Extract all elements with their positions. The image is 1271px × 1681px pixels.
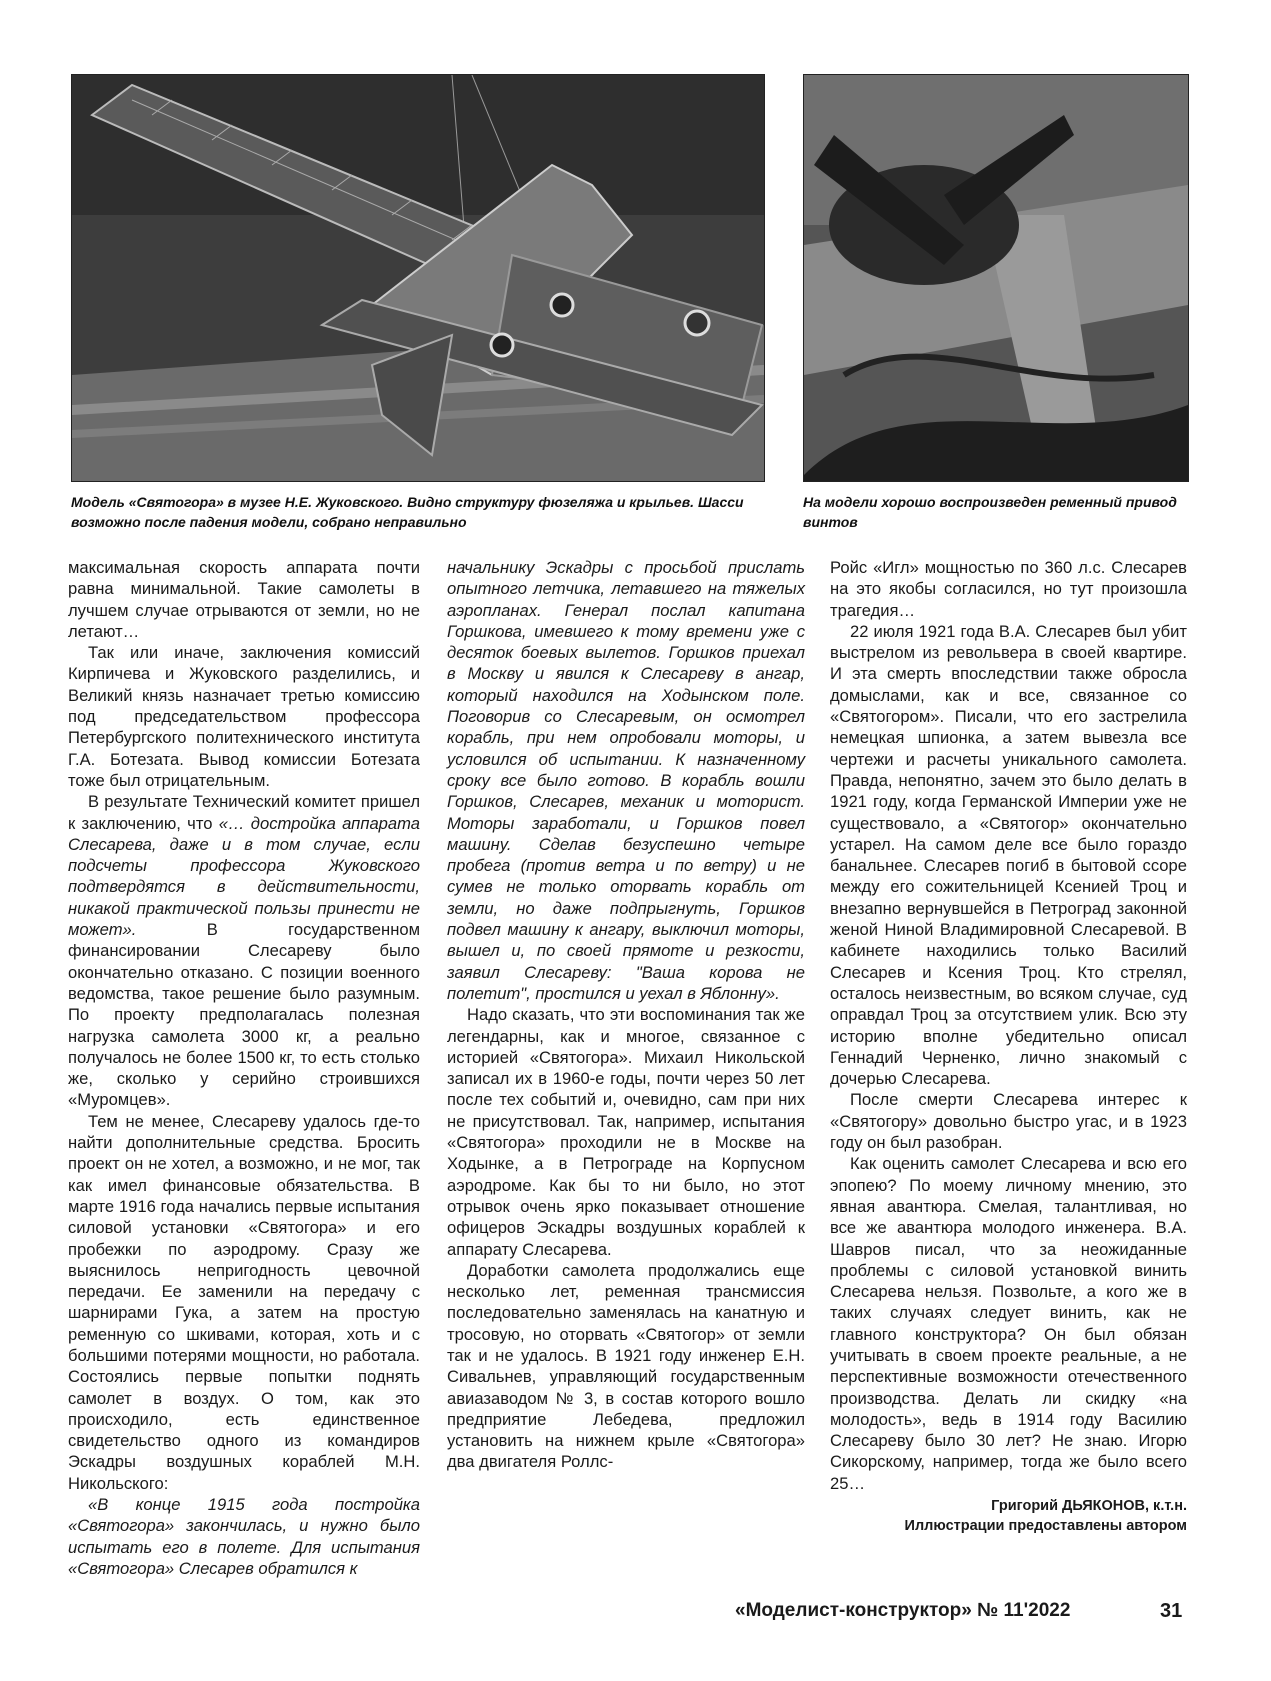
paragraph: максимальная скорость аппарата почти равна минимальной. Такие самолеты в лучшем случае отрываются от земли, но не летают… [68,558,420,641]
text-column-2 [447,557,805,1473]
caption-right: На модели хорошо воспроизведен ременный привод винтов [803,494,1177,530]
paragraph: Так или иначе, заключения комиссий Кирпичева и Жуковского разделились, и Великий князь назначает третью комиссию под председательством профессора Петербургского политехнического института Г.А. Ботезата. Вывод комиссии Ботезата тоже был отрицательным. [68,643,420,790]
paragraph: Как оценить самолет Слесарева и всю его эпопею? По моему личному мнению, это явная авантюра. Смелая, талантливая, но все же авантюра молодого инженера. В.А. Шавров писал, что за неожиданные проблемы с силовой установкой винить Слесарева нельзя. Позвольте, а кого же в таких случаях следует винить, как не главного конструктора? Он был обязан учитывать в своем проекте реальные, а не перспективные возможности отечественного производства. Делать ли скидку «на молодость», ведь в 1914 году Василию Слесареву было 30 лет? Не знаю. Игорю Сикорскому, например, тогда же было всего 25… [830,1154,1187,1493]
aircraft-model-photo [71,74,765,482]
paragraph: Тем не менее, Слесареву удалось где-то найти дополнительные средства. Бросить проект он не хотел, а возможно, и не мог, так как имел финансовые обязательства. В марте 1916 года начались первые испытания силовой установки «Святогора» и его пробежки по аэродрому. Сразу же выяснилось непригодность цевочной передачи. Ее заменили на передачу с шарнирами Гука, а затем на простую ременную со шкивами, которая, хоть и с большими потерями мощности, но работала. Состоялись первые попытки поднять самолет в воздух. О том, как это происходило, есть единственное свидетельство одного из командиров Эскадры воздушных кораблей М.Н. Никольского: [68,1111,420,1493]
propeller-drive-photo [803,74,1189,482]
illustrations-credit: Иллюстрации предоставлены автором [904,1518,1187,1535]
page-number: 31 [1160,1600,1183,1622]
paragraph-quote: «В конце 1915 года постройка «Святогора» закончилась, и нужно было испытать его в полете. Для испытания «Святогора» Слесарев обратился к [68,1495,420,1578]
paragraph: В результате Технический комитет пришел к заключению, что «… достройка аппарата Слесарева, даже и в том случае, если подсчеты профессора Жуковского подтвердятся в действительности, никакой практической пользы принести не может». В государственном финансировании Слесареву было окончательно отказано. С позиции военного ведомства, такое решение было разумным. По проекту предполагалась полезная нагрузка самолета 3000 кг, а реально получалось не более 1500 кг, то есть столько же, сколько у серийно строившихся «Муромцев». [68,792,420,1110]
author-signature: Григорий ДЬЯКОНОВ, к.т.н. [991,1498,1187,1515]
text-column-3 [830,557,1187,1536]
journal-title: «Моделист-конструктор» № 11'2022 [735,1600,1071,1621]
paragraph-quote: начальнику Эскадры с просьбой прислать опытного летчика, летавшего на тяжелых аэропланах. Генерал послал капитана Горшкова, имевшего к тому времени уже с десяток боевых вылетов. Горшков приехал в Москву и явился к Слесареву в ангар, который находился на Ходынском поле. Поговорив со Слесаревым, он осмотрел корабль, при нем опробовали моторы, и условился об испытании. К назначенному сроку все было готово. В корабль вошли Горшков, Слесарев, механик и моторист. Моторы заработали, и Горшков повел машину. Сделав безуспешно четыре пробега (против ветра и по ветру) и не сумев не только оторвать корабль от земли, но даже подпрыгнуть, Горшков подвел машину к ангару, выключил моторы, вышел и, по своей прямоте и резкости, заявил Слесареву: "Ваша корова не полетит", простился и уехал в Яблонну». [447,558,805,1003]
paragraph: Надо сказать, что эти воспоминания так же легендарны, как и многое, связанное с историей «Святогора». Михаил Никольской записал их в 1960-е годы, почти через 50 лет после тех событий и, очевидно, сам при них не присутствовал. Так, например, испытания «Святогора» проходили не в Москве на Ходынке, а в Петрограде на Корпусном аэродроме. Как бы то ни было, но этот отрывок очень ярко показывает отношение офицеров Эскадры воздушных кораблей к аппарату Слесарева. [447,1005,805,1259]
caption-left: Модель «Святогора» в музее Н.Е. Жуковского. Видно структуру фюзеляжа и крыльев. Шасси возможно после падения модели, собрано неправильно [71,494,744,530]
paragraph: Ройс «Игл» мощностью по 360 л.с. Слесарев на это якобы согласился, но тут произошла трагедия… [830,558,1187,620]
paragraph: Доработки самолета продолжались еще несколько лет, ременная трансмиссия последовательно заменялась на канатную и тросовую, но оторвать «Святогор» от земли так и не удалось. В 1921 году инженер Е.Н. Сивальнев, управляющий государственным авиазаводом № 3, в состав которого вошло предприятие Лебедева, предложил установить на нижнем крыле «Святогора» два двигателя Роллс- [447,1260,805,1472]
text-column-1 [68,557,420,1579]
paragraph: После смерти Слесарева интерес к «Святогору» довольно быстро угас, и в 1923 году он был разобран. [830,1090,1187,1153]
paragraph: 22 июля 1921 года В.А. Слесарев был убит выстрелом из револьвера в своей квартире. И эта смерть впоследствии также обросла домыслами, как и все, связанное со «Святогором». Писали, что его застрелила немецкая шпионка, а затем вывезла все чертежи и расчеты уникального самолета. Правда, непонятно, зачем это было делать в 1921 году, когда Германской Империи уже не существовало, а «Святогор» окончательно устарел. На самом деле все было гораздо банальнее. Слесарев погиб в бытовой ссоре между его сожительницей Ксенией Троц и внезапно вернувшейся в Петроград законной женой Ниной Владимировной Слесаревой. В кабинете находились только Василий Слесарев и Ксения Троц. Кто стрелял, осталось неизвестным, во всяком случае, суд оправдал Троц за отсутствием улик. Всю эту историю вполне убедительно описал Геннадий Черненко, лично знакомый с дочерью Слесарева. [830,621,1187,1089]
